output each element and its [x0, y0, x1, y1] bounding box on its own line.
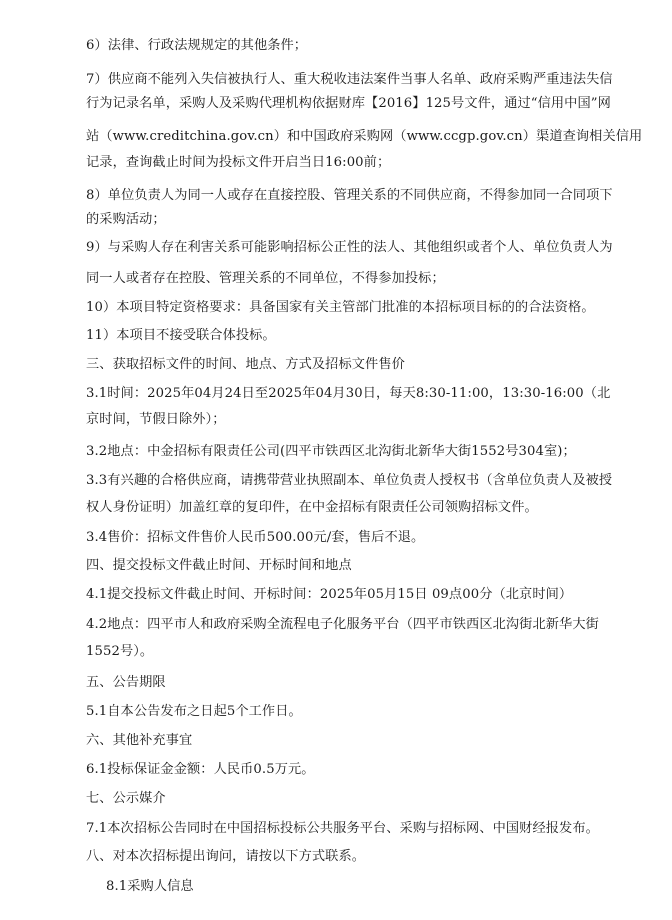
text-line: 3.4售价：招标文件售价人民币500.00元/套，售后不退。 [86, 530, 425, 545]
text-line: 8）单位负责人为同一人或存在直接控股、管理关系的不同供应商，不得参加同一合同项下 [86, 188, 613, 203]
text-line: 站（www.creditchina.gov.cn）和中国政府采购网（www.ccgp.gov.cn）渠道查询相关信用 [86, 129, 643, 144]
text-line: 京时间，节假日除外）； [86, 412, 226, 427]
text-line: 1552号）。 [86, 644, 154, 659]
text-line: 同一人或者存在控股、管理关系的不同单位，不得参加投标； [86, 271, 445, 286]
text-line: 权人身份证明）加盖红章的复印件，在中金招标有限责任公司领购招标文件。 [86, 500, 538, 515]
section-heading: 六、其他补充事宜 [86, 733, 193, 748]
text-line: 4.1提交投标文件截止时间、开标时间：2025年05月15日 09点00分（北京时间） [86, 587, 573, 602]
text-line: 的采购活动； [86, 212, 166, 227]
section-heading: 四、提交投标文件截止时间、开标时间和地点 [86, 558, 352, 573]
text-line: 3.1时间：2025年04月24日至2025年04月30日，每天8:30-11:00，13:30-16:00（北 [86, 386, 611, 401]
text-line: 5.1自本公告发布之日起5个工作日。 [86, 704, 302, 719]
text-line: 3.3有兴趣的合格供应商，请携带营业执照副本、单位负责人授权书（含单位负责人及被授 [86, 473, 613, 488]
text-line: 9）与采购人存在利害关系可能影响招标公正性的法人、其他组织或者个人、单位负责人为 [86, 240, 613, 255]
text-line: 11）本项目不接受联合体投标。 [86, 328, 276, 343]
text-line: 6.1投标保证金金额：人民币0.5万元。 [86, 762, 315, 777]
section-heading: 八、对本次招标提出询问，请按以下方式联系。 [86, 849, 366, 864]
text-line: 7）供应商不能列入失信被执行人、重大税收违法案件当事人名单、政府采购严重违法失信 [86, 72, 613, 87]
text-line: 7.1本次招标公告同时在中国招标投标公共服务平台、采购与招标网、中国财经报发布。 [86, 821, 599, 836]
section-heading: 七、公示媒介 [86, 791, 166, 806]
section-heading: 三、获取招标文件的时间、地点、方式及招标文件售价 [86, 357, 405, 372]
text-line: 3.2地点：中金招标有限责任公司(四平市铁西区北沟街北新华大街1552号304室)； [86, 444, 576, 459]
text-line: 6）法律、行政法规规定的其他条件； [86, 38, 308, 53]
text-line: 记录，查询截止时间为投标文件开启当日16:00前； [86, 155, 391, 170]
text-line: 行为记录名单，采购人及采购代理机构依据财库【2016】125号文件，通过“信用中国”网 [86, 96, 611, 111]
text-line: 8.1采购人信息 [106, 879, 194, 894]
section-heading: 五、公告期限 [86, 675, 166, 690]
text-line: 4.2地点：四平市人和政府采购全流程电子化服务平台（四平市铁西区北沟街北新华大街 [86, 617, 599, 632]
text-line: 10）本项目特定资格要求：具备国家有关主管部门批准的本招标项目标的的合法资格。 [86, 300, 595, 315]
